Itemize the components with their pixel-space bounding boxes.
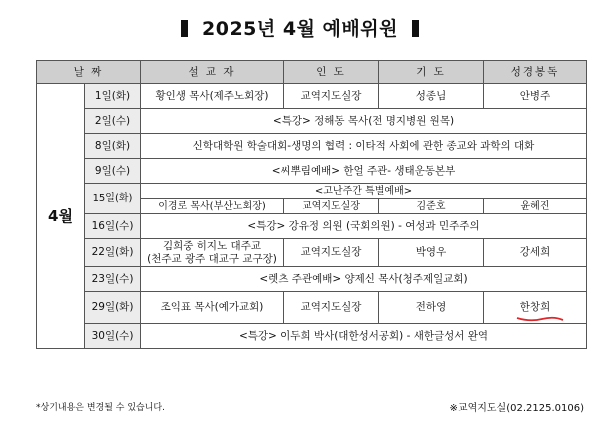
table-row (37, 184, 587, 199)
prayer-cell: 박영우 (379, 239, 484, 267)
preacher-line-1: 김희중 히지노 대주교 (163, 239, 261, 252)
header-preacher: 설 교 자 (141, 61, 284, 84)
header-date: 날 짜 (37, 61, 141, 84)
title-text: 2025년 4월 예배위원 (202, 18, 398, 40)
event-cell: <씨뿌림예배> 한얼 주관- 생태운동본부 (141, 159, 587, 184)
date-cell: 2일(수) (85, 109, 141, 134)
table-row (37, 109, 587, 134)
event-cell: <특강> 강유정 의원 (국회의원) - 여성과 민주주의 (141, 214, 587, 239)
reader-cell: 강세희 (484, 239, 587, 267)
leader-cell: 교역지도실장 (284, 199, 379, 214)
header-leader: 인 도 (284, 61, 379, 84)
reader-name: 한창희 (519, 301, 551, 313)
title-bullet-right (412, 20, 419, 37)
date-cell: 9일(수) (85, 159, 141, 184)
footnote-left: *상기내용은 변경될 수 있습니다. (36, 403, 165, 413)
month-cell: 4월 (37, 84, 85, 349)
preacher-cell: 조익표 목사(예가교회) (141, 292, 284, 324)
table-row (37, 239, 587, 267)
preacher-line-2: (천주교 광주 대교구 교구장) (147, 252, 277, 265)
event-cell: <특강> 정해동 목사(전 명지병원 원목) (141, 109, 587, 134)
event-cell: <렛츠 주관예배> 양제신 목사(청주제일교회) (141, 267, 587, 292)
red-underline-mark (516, 315, 564, 323)
header-prayer: 기 도 (379, 61, 484, 84)
header-reader: 성경봉독 (484, 61, 587, 84)
date-cell: 15일(화) (85, 184, 141, 214)
event-cell: <고난주간 특별예배> (141, 184, 587, 199)
table-row (37, 214, 587, 239)
preacher-cell: 이경로 목사(부산노회장) (141, 199, 284, 214)
date-cell: 30일(수) (85, 324, 141, 349)
leader-cell: 교역지도실장 (284, 239, 379, 267)
table-row (37, 324, 587, 349)
preacher-cell: 황인생 목사(제주노회장) (141, 84, 284, 109)
table-row (37, 267, 587, 292)
date-cell: 16일(수) (85, 214, 141, 239)
reader-cell (484, 292, 587, 324)
preacher-cell (141, 239, 284, 267)
date-cell: 23일(수) (85, 267, 141, 292)
date-cell: 8일(화) (85, 134, 141, 159)
table-row (37, 134, 587, 159)
date-cell: 22일(화) (85, 239, 141, 267)
schedule-table (36, 60, 587, 349)
prayer-cell: 김준호 (379, 199, 484, 214)
leader-cell: 교역지도실장 (284, 292, 379, 324)
prayer-cell: 전하영 (379, 292, 484, 324)
footnote-right: ※교역지도실(02.2125.0106) (449, 403, 584, 414)
table-row (37, 84, 587, 109)
prayer-cell: 성종님 (379, 84, 484, 109)
event-cell: <특강> 이두희 박사(대한성서공회) - 새한글성서 완역 (141, 324, 587, 349)
table-row (37, 159, 587, 184)
event-cell: 신학대학원 학술대회-생명의 협력 : 이타적 사회에 관한 종교와 과학의 대화 (141, 134, 587, 159)
reader-cell: 윤혜진 (484, 199, 587, 214)
table-row (37, 292, 587, 324)
date-cell: 29일(화) (85, 292, 141, 324)
header-row (37, 61, 587, 84)
underlined-name (520, 301, 550, 314)
title-bullet-left (181, 20, 188, 37)
page-title (0, 14, 600, 41)
reader-cell: 안병주 (484, 84, 587, 109)
leader-cell: 교역지도실장 (284, 84, 379, 109)
date-cell: 1일(화) (85, 84, 141, 109)
